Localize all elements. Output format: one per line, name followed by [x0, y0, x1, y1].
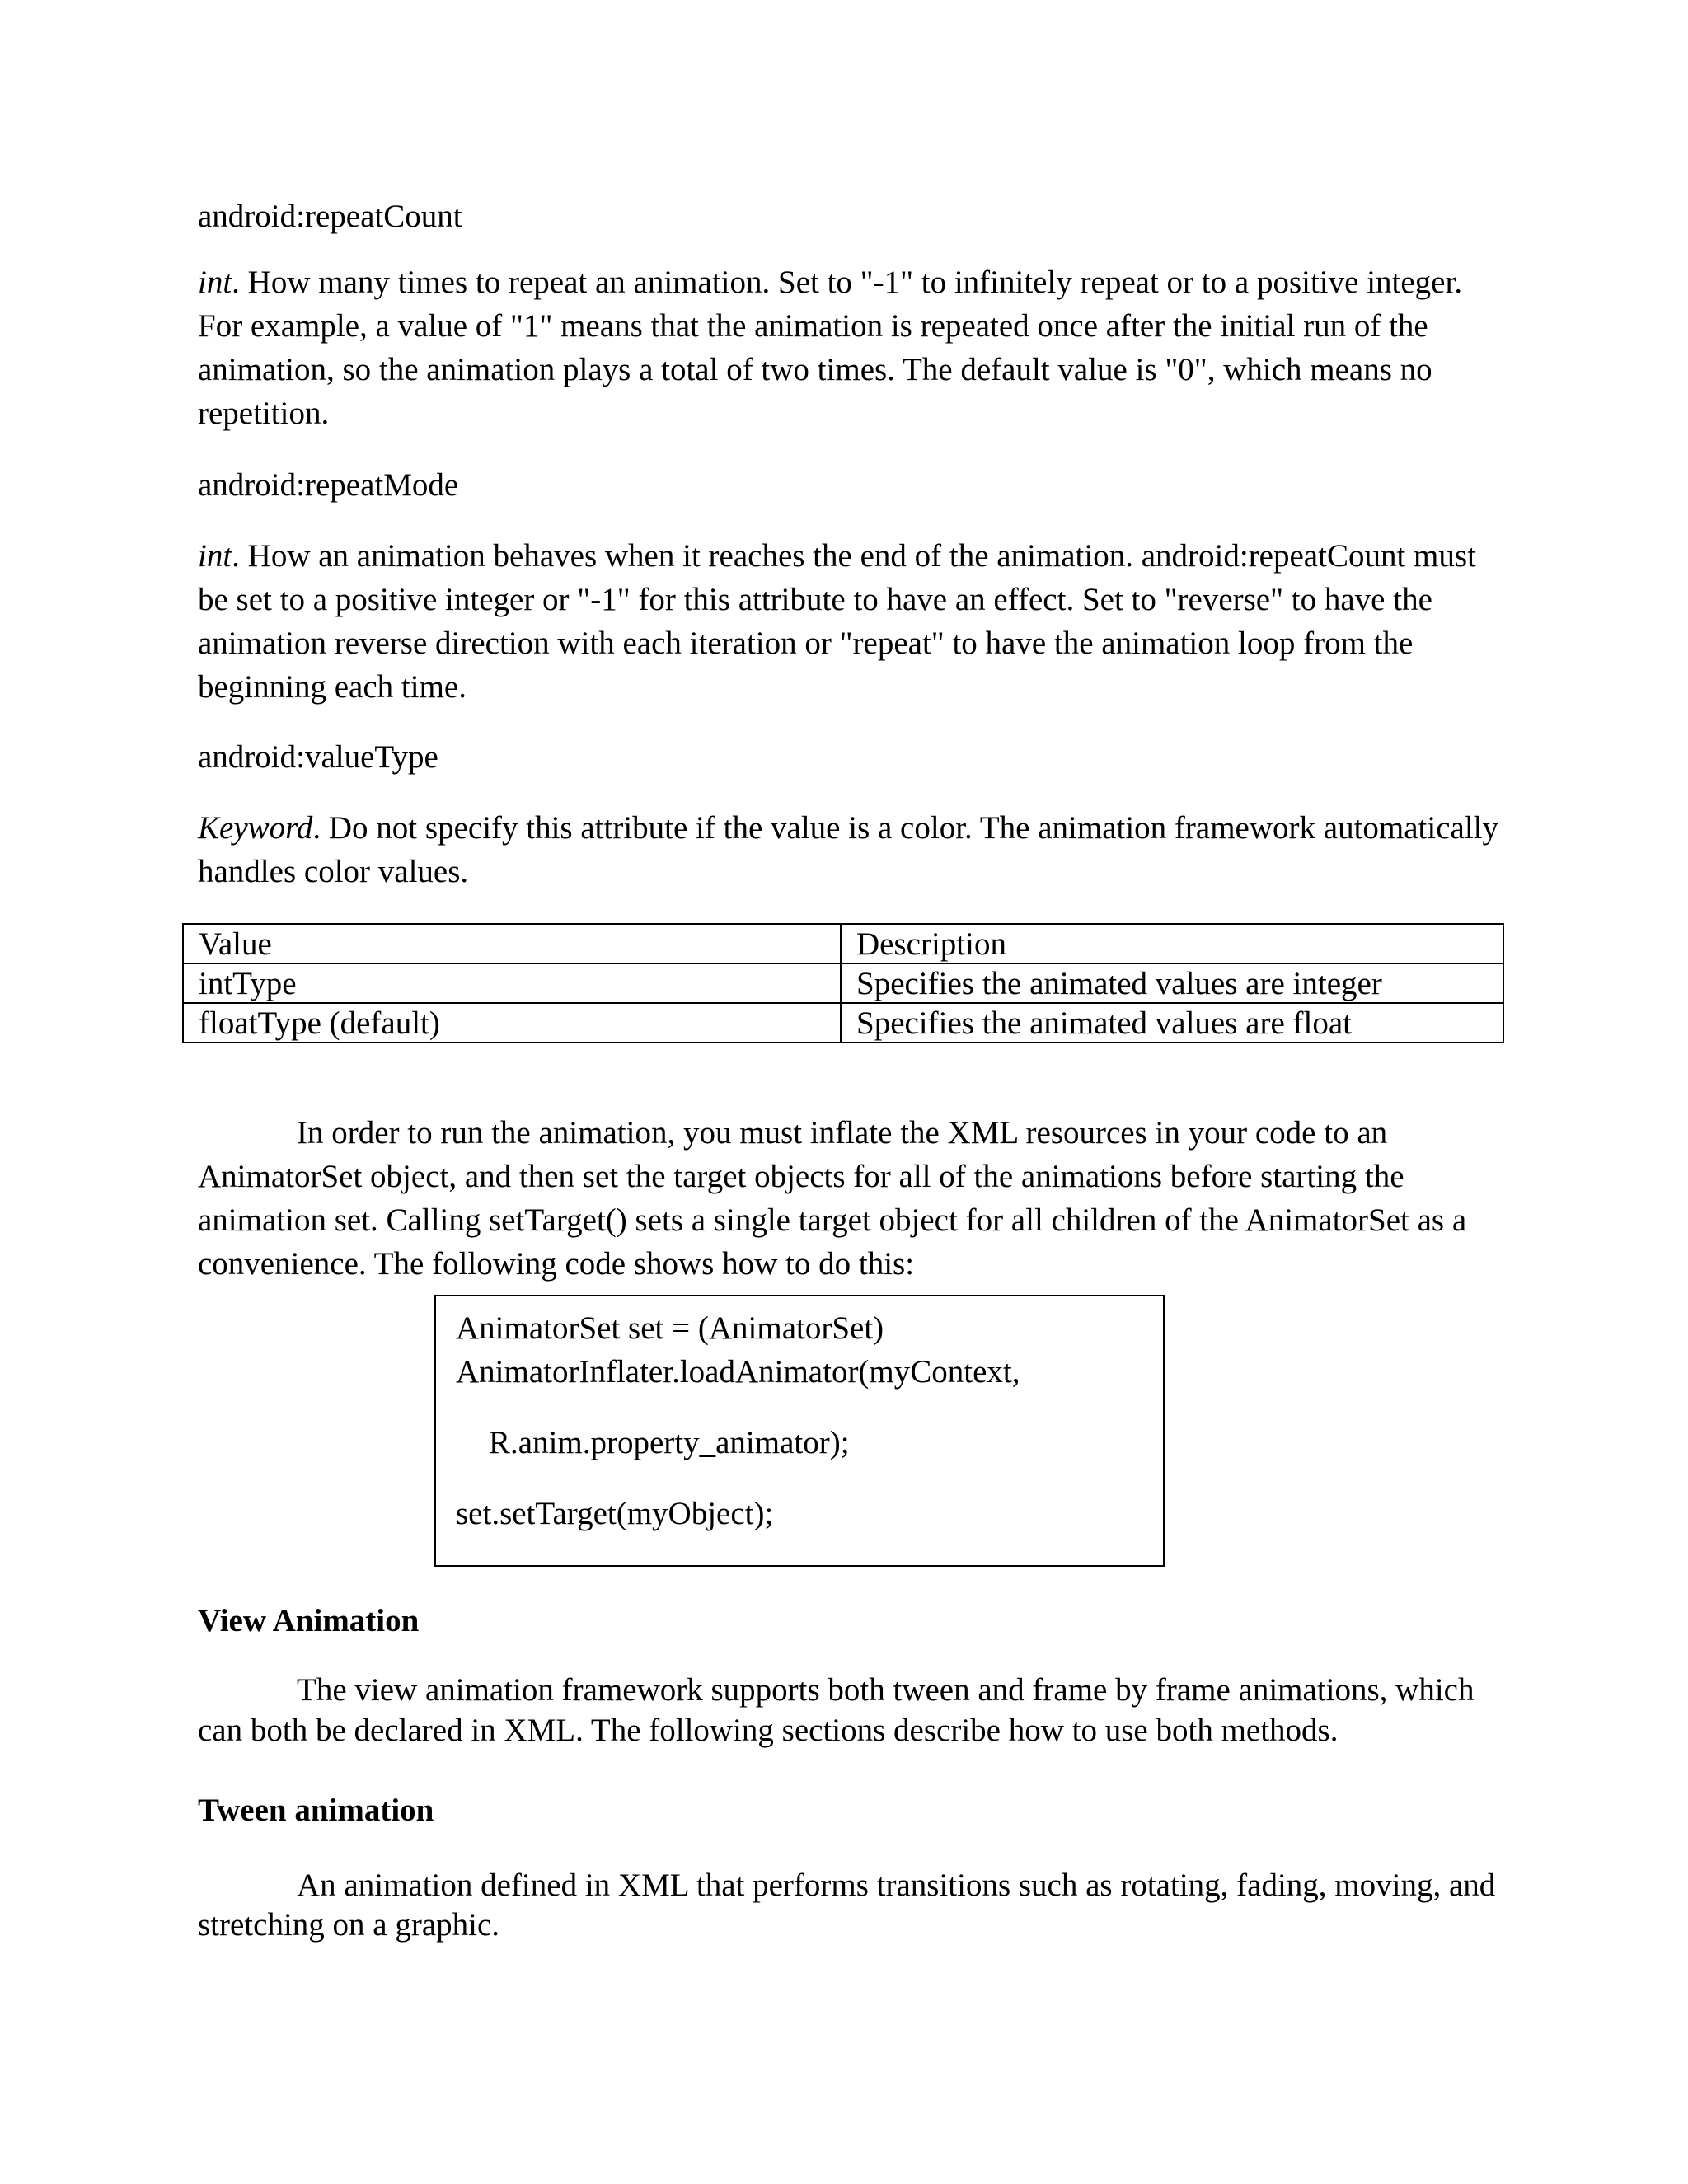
code-line: set.setTarget(myObject); — [456, 1496, 774, 1531]
repeat-mode-attribute-name: android:repeatMode — [198, 467, 459, 503]
code-line: R.anim.property_animator); — [489, 1425, 850, 1460]
repeat-count-text: . How many times to repeat an animation. Set to "-1" to infinitely repeat or to a positive integer. For example, a value of "1" means that the animation is repeated once after the initial run of the animation, so the animation plays a total of two times. The default value is "0", which means no repetition. — [198, 265, 1463, 431]
value-type-attribute-name: android:valueType — [198, 739, 438, 775]
repeat-count-description — [198, 260, 1500, 435]
view-animation-paragraph: The view animation framework supports both tween and frame by frame animations, which can both be declared in XML. The following sections describe how to use both methods. — [198, 1672, 1475, 1748]
view-animation-heading: View Animation — [198, 1603, 420, 1638]
tween-animation-heading: Tween animation — [198, 1793, 434, 1828]
value-type-type: Keyword — [198, 810, 313, 846]
table-header-value: Value — [183, 924, 841, 963]
table-cell-description: Specifies the animated values are float — [841, 1003, 1503, 1043]
repeat-mode-type: int — [198, 538, 232, 574]
code-line: AnimatorSet set = (AnimatorSet) — [456, 1310, 884, 1346]
table-cell-description: Specifies the animated values are integer — [841, 963, 1503, 1003]
value-type-description — [198, 806, 1500, 893]
table-row — [183, 1003, 1503, 1043]
tween-animation-paragraph: An animation defined in XML that performs transitions such as rotating, fading, moving, and stretching on a graphic. — [198, 1868, 1496, 1943]
inflate-paragraph: In order to run the animation, you must inflate the XML resources in your code to an AnimatorSet object, and then set the target objects for all of the animations before starting the animation set. Calling setTarget() sets a single target object for all children of the AnimatorSet as a convenience. The following code shows how to do this: — [198, 1115, 1467, 1282]
repeat-count-attribute-name: android:repeatCount — [198, 199, 462, 234]
repeat-mode-text: . How an animation behaves when it reaches the end of the animation. android:repeatCount must be set to a positive integer or "-1" for this attribute to have an effect. Set to "reverse" to have the animation reverse direction with each iteration or "repeat" to have the animation loop from the beginning each time. — [198, 538, 1476, 705]
table-header-row — [183, 924, 1503, 963]
table-cell-value: floatType (default) — [183, 1003, 841, 1043]
table-cell-value: intType — [183, 963, 841, 1003]
code-example-box — [434, 1295, 1165, 1567]
table-row — [183, 963, 1503, 1003]
repeat-count-type: int — [198, 265, 232, 300]
repeat-mode-description — [198, 534, 1500, 709]
code-line: AnimatorInflater.loadAnimator(myContext, — [456, 1354, 1020, 1390]
value-type-table — [182, 923, 1504, 1043]
table-header-description: Description — [841, 924, 1503, 963]
value-type-text: . Do not specify this attribute if the value is a color. The animation framework automatically handles color values. — [198, 810, 1499, 889]
